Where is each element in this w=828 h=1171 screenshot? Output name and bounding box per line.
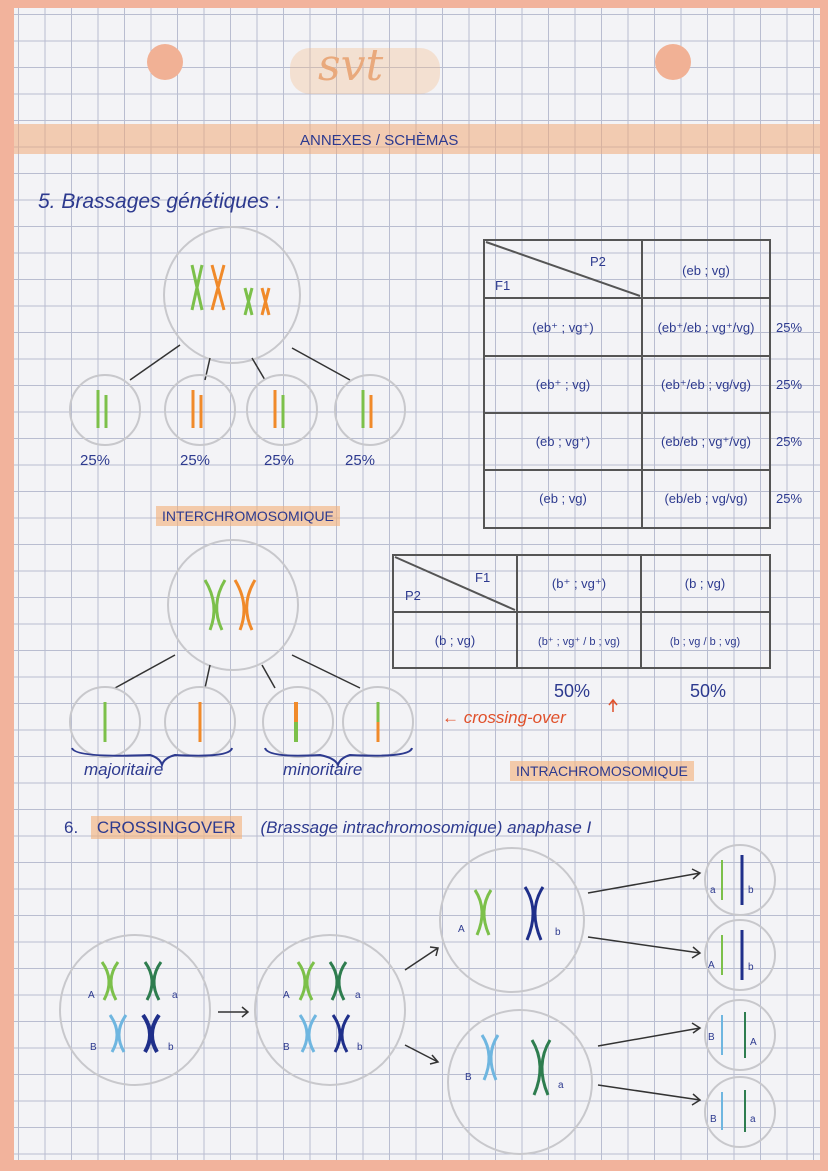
allele-label: B [710, 1114, 717, 1125]
allele-label: b [748, 885, 754, 896]
section6-heading: CROSSINGOVER [91, 816, 242, 839]
table2-pct: 50% [689, 681, 727, 701]
allele-label: b [555, 927, 561, 938]
table2-pct: 50% [553, 681, 591, 701]
intrachromosomal-label: INTRACHROMOSOMIQUE [510, 763, 694, 779]
interchromosomal-diagram [70, 227, 405, 445]
table1-f1: (eb⁺ ; vg) [535, 377, 591, 392]
allele-label: a [750, 1114, 756, 1125]
section6-title [64, 818, 591, 838]
page-header: ANNEXES / SCHÈMAS [300, 132, 459, 149]
pct-label: 25% [80, 452, 111, 469]
table1-pct: 25% [776, 491, 803, 506]
allele-label: A [283, 990, 290, 1001]
table2-result: (b ; vg / b ; vg) [669, 636, 741, 648]
section5-title: 5. Brassages génétiques : [38, 190, 281, 213]
table2-col: (b ; vg) [684, 576, 726, 591]
pct-label: 25% [264, 452, 295, 469]
pct-label: 25% [180, 452, 211, 469]
allele-label: A [88, 990, 95, 1001]
pct-label: 25% [345, 452, 376, 469]
allele-label: B [465, 1072, 472, 1083]
allele-label: B [283, 1042, 290, 1053]
table1-f1: (eb ; vg⁺) [535, 434, 591, 449]
allele-label: b [748, 962, 754, 973]
crossing-over-diagram [60, 845, 775, 1154]
allele-label: a [558, 1080, 564, 1091]
table1-result: (eb/eb ; vg/vg) [664, 491, 748, 506]
allele-label: B [90, 1042, 97, 1053]
allele-label: A [708, 960, 715, 971]
table2-row-header: P2 [405, 588, 421, 603]
allele-label: a [172, 990, 178, 1001]
table1-pct: 25% [776, 434, 803, 449]
table1-pct: 25% [776, 320, 803, 335]
section6-subtitle: (Brassage intrachromosomique) anaphase I [260, 818, 592, 837]
table1-col-header: P2 [590, 254, 606, 269]
arrow-up-icon [609, 700, 617, 712]
table1-result: (eb/eb ; vg⁺/vg) [661, 434, 751, 449]
table1-f1: (eb ; vg) [539, 491, 587, 506]
table2-col-header: F1 [475, 570, 491, 585]
allele-label: a [710, 885, 716, 896]
table1-row-header: F1 [495, 278, 511, 293]
table2-row: (b ; vg) [434, 633, 476, 648]
table2-result: (b⁺ ; vg⁺ / b ; vg) [538, 636, 620, 648]
minority-label: minoritaire [283, 760, 363, 779]
allele-label: b [168, 1042, 174, 1053]
intra-diagram [70, 540, 413, 765]
allele-label: b [357, 1042, 363, 1053]
allele-label: A [750, 1037, 757, 1048]
allele-label: A [458, 924, 465, 935]
crossing-over-label: ← crossing-over [442, 708, 566, 727]
interchromosomal-label: INTERCHROMOSOMIQUE [156, 508, 340, 524]
logo: svt [318, 40, 384, 91]
table1-col-value: (eb ; vg) [682, 263, 730, 278]
allele-label: a [355, 990, 361, 1001]
table2-col: (b⁺ ; vg⁺) [551, 576, 607, 591]
table1-result: (eb⁺/eb ; vg/vg) [661, 377, 751, 392]
majority-label: majoritaire [84, 760, 164, 779]
table1-pct: 25% [776, 377, 803, 392]
allele-label: B [708, 1032, 715, 1043]
table1-result: (eb⁺/eb ; vg⁺/vg) [657, 320, 755, 335]
table2 [393, 555, 770, 668]
table1-f1: (eb⁺ ; vg⁺) [532, 320, 594, 335]
section6-number: 6. [64, 818, 79, 837]
